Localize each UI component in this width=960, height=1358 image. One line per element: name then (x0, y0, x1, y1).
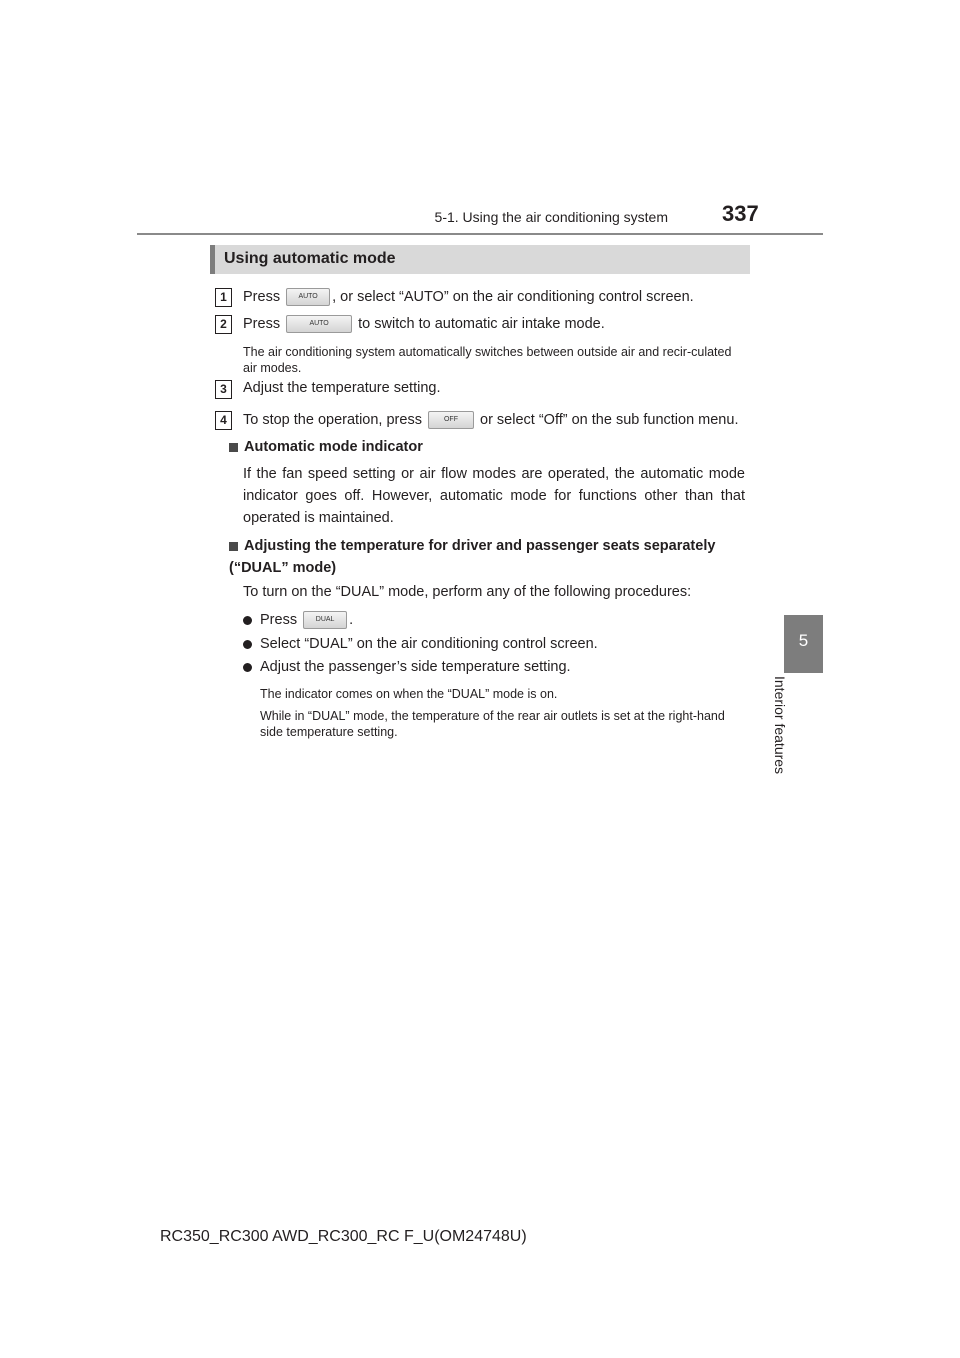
step-text-post: or select “Off” on the sub function menu. (480, 411, 739, 428)
step-1-text (243, 288, 694, 306)
bullet-text-pre: Press (260, 611, 298, 628)
step-number: 1 (215, 288, 232, 307)
dual-note-2: While in “DUAL” mode, the temperature of the rear air outlets is set at the right-hand side temperature setting. (260, 709, 725, 739)
step-text-pre: Press (243, 315, 281, 332)
indicator-heading-text: Automatic mode indicator (244, 439, 423, 455)
square-bullet-icon (229, 443, 238, 452)
square-bullet-icon (229, 542, 238, 551)
bullet-dot-icon (243, 663, 252, 672)
chapter-number: 5 (798, 631, 809, 650)
step-number: 4 (215, 411, 232, 430)
step-text-post: , or select “AUTO” on the air conditioning control screen. (332, 288, 694, 305)
chapter-label: Interior features (772, 676, 788, 775)
bullet-text-post: . (349, 611, 354, 628)
dual-heading (229, 535, 745, 579)
header-rule (137, 233, 823, 235)
off-button-icon: OFF (428, 411, 474, 429)
indicator-body: If the fan speed setting or air flow modes are operated, the automatic mode indicator goes off. However, automatic mode for functions other than that operated is maintained. (243, 466, 745, 526)
bullet-text: Select “DUAL” on the air conditioning control screen. (260, 636, 598, 652)
indicator-heading (229, 439, 423, 455)
dual-bullet-3 (243, 659, 571, 675)
page-number: 337 (722, 201, 759, 226)
auto-button-icon: AUTO (286, 288, 330, 306)
air-intake-auto-button-icon: AUTO (286, 315, 352, 333)
dual-button-icon: DUAL (303, 611, 347, 629)
step-text-post: to switch to automatic air intake mode. (358, 315, 605, 332)
footer-model-code: RC350_RC300 AWD_RC300_RC F_U(OM24748U) (160, 1228, 527, 1245)
running-header-section: 5-1. Using the air conditioning system (434, 209, 668, 225)
dual-note-1: The indicator comes on when the “DUAL” mode is on. (260, 687, 558, 701)
step-2-text (243, 315, 605, 333)
dual-intro: To turn on the “DUAL” mode, perform any of the following procedures: (243, 584, 692, 600)
step-text-pre: To stop the operation, press (243, 411, 422, 428)
dual-heading-text: Adjusting the temperature for driver and passenger seats separately (“DUAL” mode) (229, 538, 716, 576)
dual-bullet-2 (243, 636, 598, 652)
step-3-text: Adjust the temperature setting. (243, 380, 441, 396)
step-number: 3 (215, 380, 232, 399)
step-2-note: The air conditioning system automatically switches between outside air and recir-culated air modes. (243, 345, 732, 375)
step-text-pre: Press (243, 288, 281, 305)
bullet-dot-icon (243, 616, 252, 625)
dual-bullet-1 (243, 611, 353, 629)
bullet-text: Adjust the passenger’s side temperature setting. (260, 659, 571, 675)
step-number: 2 (215, 315, 232, 334)
step-4-text (243, 411, 738, 429)
bullet-dot-icon (243, 640, 252, 649)
section-title: Using automatic mode (224, 250, 396, 267)
